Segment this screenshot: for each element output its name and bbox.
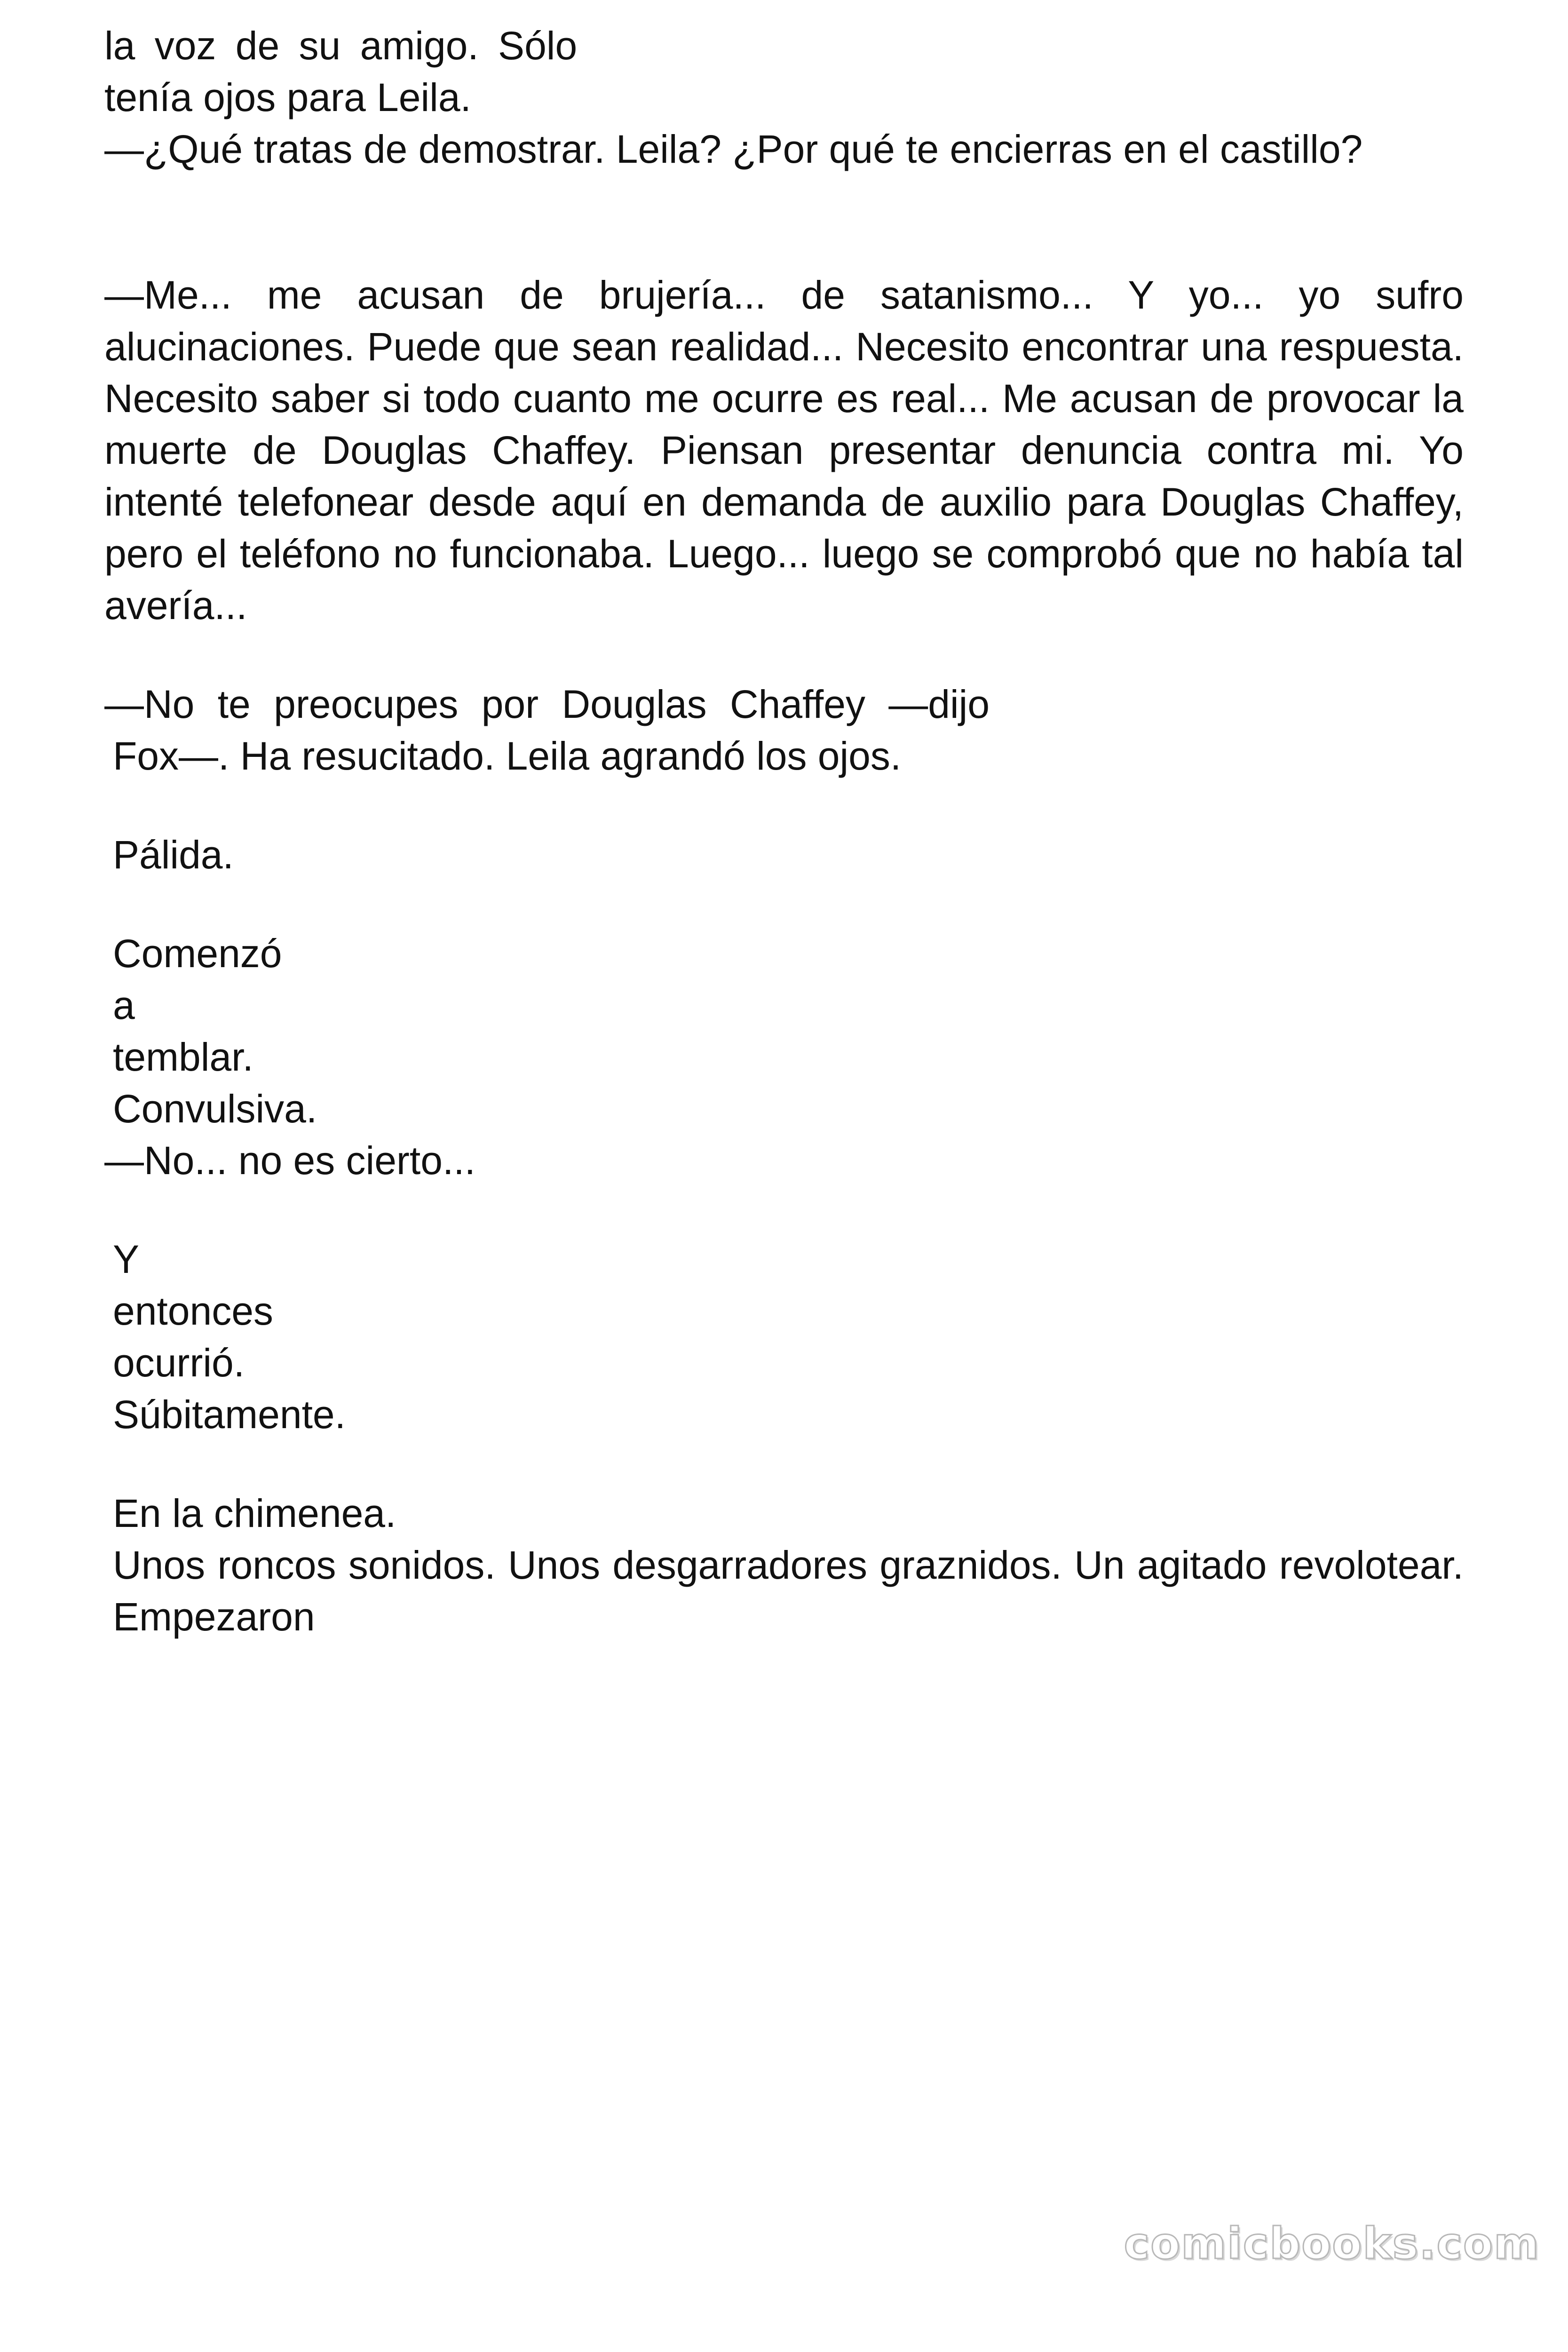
text-line: En la chimenea. (113, 1491, 396, 1535)
text-line: ocurrió. (113, 1341, 245, 1385)
text-line: Pálida. (113, 833, 234, 877)
text-line: temblar. (113, 1035, 253, 1079)
paragraph: —¿Qué tratas de demostrar. Leila? ¿Por qué te encierras en el castillo? (104, 127, 1363, 171)
paragraph: Unos roncos sonidos. Unos desgarradores graznidos. Un agitado revolotear. Empezaron (113, 1543, 1464, 1639)
text-line: —No... no es cierto... (104, 1138, 475, 1183)
paragraph: —Me... me acusan de brujería... de satanismo... Y yo... yo sufro alucinaciones. Puede que sean realidad... Necesito encontrar una respuesta. Necesito saber si todo cuanto me ocurre es real... Me acusan de provocar la muerte de Douglas Chaffey. Piensan presentar denuncia contra mi. Yo intenté telefonear desde aquí en demanda de auxilio para Douglas Chaffey, pero el teléfono no funcionaba. Luego... luego se comprobó que no había tal avería... (104, 273, 1464, 628)
text-line: Convulsiva. (113, 1087, 317, 1131)
text-line: Fox—. Ha resucitado. Leila agrandó los ojos. (113, 734, 902, 778)
text-line: Comenzó (113, 931, 282, 976)
watermark-logo: comicbooks.com (1124, 2218, 1540, 2269)
text-line: la voz de su amigo. Sólo (104, 24, 578, 68)
text-line: Y (113, 1237, 140, 1281)
text-line: Súbitamente. (113, 1392, 346, 1437)
text-line: —No te preocupes por Douglas Chaffey —dijo (104, 682, 990, 726)
text-line: a (113, 983, 135, 1027)
text-line: entonces (113, 1289, 273, 1333)
text-line: tenía ojos para Leila. (104, 75, 471, 119)
